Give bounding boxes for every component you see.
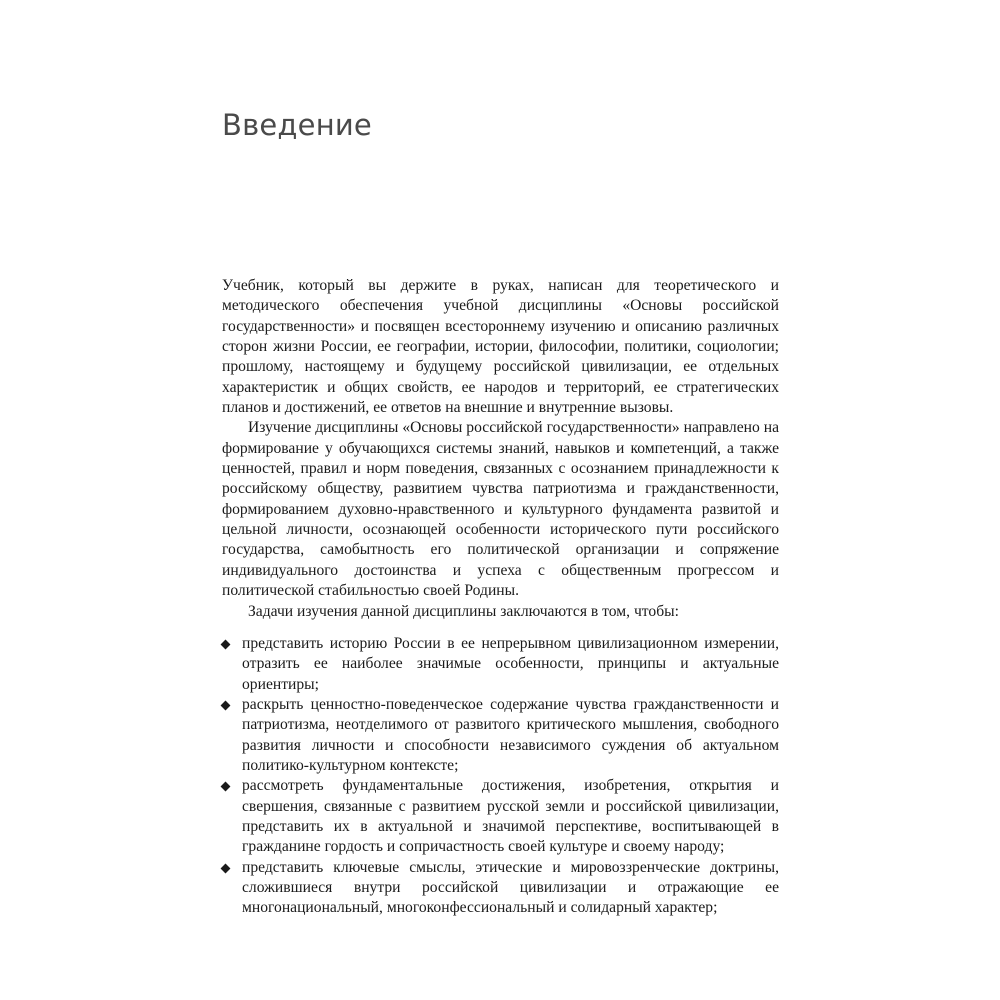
- list-item-text: представить историю России в ее непрерывном цивилизационном измерении, отразить ее наиболее значимые особенности, принципы и актуальные ориентиры;: [242, 634, 779, 693]
- diamond-bullet-icon: [221, 639, 231, 649]
- list-item-text: рассмотреть фундаментальные достижения, изобретения, открытия и свершения, связанные с развитием русской земли и российской цивилизации, представить их в актуальной и значимой перспективе, воспитывающей в гражданине гордость и сопричастность своей культуре и своему народу;: [242, 777, 779, 856]
- list-item: [222, 858, 779, 919]
- tasks-list: [222, 634, 779, 919]
- intro-paragraph: Учебник, который вы держите в руках, написан для теоретического и методического обеспечения учебной дисциплины «Основы российской государственности» и посвящен всестороннему изучению и описанию различных сторон жизни России, ее географии, истории, философии, политики, социологии; прошлому, настоящему и будущему российской цивилизации, ее отдельных характеристик и общих свойств, ее народов и территорий, ее стратегических планов и достижений, ее ответов на внешние и внутренние вызовы.: [222, 277, 779, 417]
- goals-paragraph: Изучение дисциплины «Основы российской государственности» направлено на формирование у обучающихся системы знаний, навыков и компетенций, а также ценностей, правил и норм поведения, связанных с осознанием принадлежности к российскому обществу, развитием чувства патриотизма и гражданственности, формированием духовно-нравственного и культурного фундамента развитой и цельной личности, осознающей особенности исторического пути российского государства, самобытность его политической организации и сопряжение индивидуального достоинства и успеха с общественным прогрессом и политической стабильностью своей Родины.: [222, 419, 779, 600]
- diamond-bullet-icon: [221, 700, 231, 710]
- tasks-lead-paragraph: Задачи изучения данной дисциплины заключаются в том, чтобы:: [248, 602, 679, 620]
- chapter-title: Введение: [222, 108, 372, 142]
- chapter-body: [222, 276, 779, 919]
- list-item: [222, 695, 779, 776]
- list-item: [222, 776, 779, 857]
- list-item-text: раскрыть ценностно-поведенческое содержание чувства гражданственности и патриотизма, неотделимого от развитого критического мышления, свободного развития личности и способности независимого суждения об актуальном политико-культурном контексте;: [242, 695, 779, 774]
- diamond-bullet-icon: [221, 863, 231, 873]
- list-item-text: представить ключевые смыслы, этические и мировоззренческие доктрины, сложившиеся внутри российской цивилизации и отражающие ее многонациональный, многоконфессиональный и солидарный характер;: [242, 858, 779, 917]
- diamond-bullet-icon: [221, 782, 231, 792]
- list-item: [222, 634, 779, 695]
